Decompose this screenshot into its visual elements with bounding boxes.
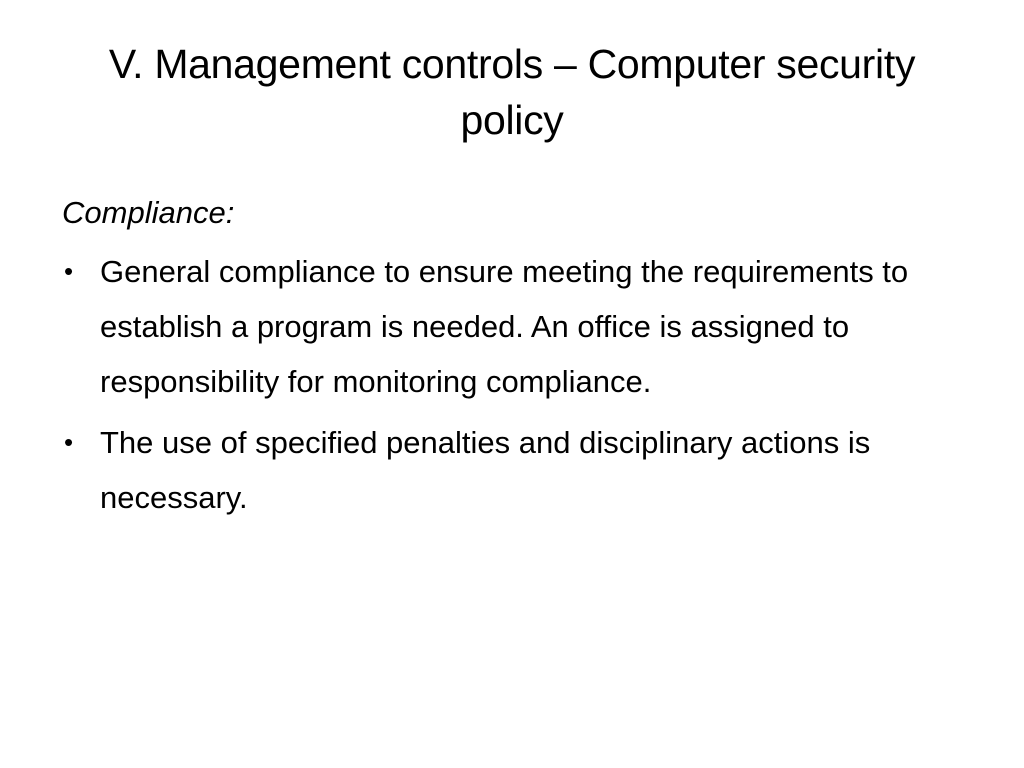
slide-body: [62, 190, 962, 531]
bullet-text: The use of specified penalties and disciplinary actions is necessary.: [100, 425, 871, 515]
bullet-text: General compliance to ensure meeting the requirements to establish a program is needed. An office is assigned to responsibility for monitoring compliance.: [100, 254, 909, 399]
bullet-icon: •: [64, 256, 74, 286]
slide-title: V. Management controls – Computer security policy: [108, 41, 916, 143]
bullet-item: [62, 244, 962, 409]
section-heading: Compliance:: [62, 195, 235, 230]
bullet-item: [62, 415, 962, 525]
bullet-icon: •: [64, 427, 74, 457]
bullet-list: [62, 244, 962, 525]
